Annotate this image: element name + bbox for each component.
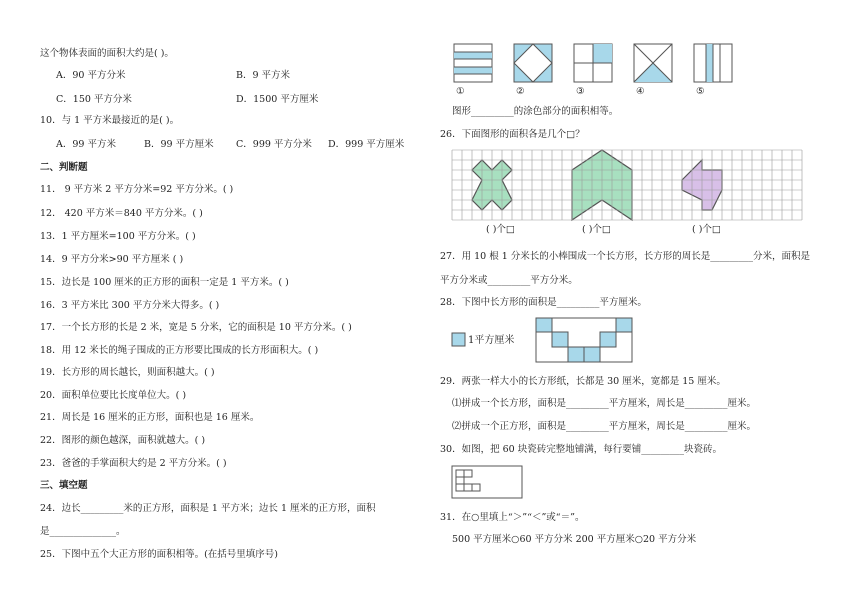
q10-option-c[interactable]: C．999 平方分米 (236, 139, 312, 150)
q31-stem: 31．在○里填上“＞”“＜”或“＝”。 (440, 512, 585, 523)
q30-stem: 30．如图，把 60 块瓷砖完整地铺满，每行要铺_________块瓷砖。 (440, 444, 722, 455)
q29-part2: ⑵拼成一个正方形，面积是_________平方厘米，周长是_________厘米。 (452, 421, 757, 432)
section-judge-heading: 二、判断题 (40, 162, 88, 173)
q26-stem: 26．下面图形的面积各是几个□？ (440, 129, 585, 140)
judge-item-18: 18．用 12 米长的绳子围成的正方形要比围成的长方形面积大。( ) (40, 345, 319, 356)
judge-item-15: 15．边长是 100 厘米的正方形的面积一定是 1 平方米。( ) (40, 277, 289, 288)
square-label-5: ⑤ (696, 86, 705, 97)
square-3 (574, 44, 612, 82)
q29-stem: 29．两张一样大小的长方形纸，长都是 30 厘米，宽都是 15 厘米。 (440, 376, 726, 387)
square-5 (694, 44, 732, 82)
judge-item-17: 17．一个长方形的长是 2 米，宽是 5 分米，它的面积是 10 平方分米。( ) (40, 322, 352, 333)
judge-item-23: 23．爸爸的手掌面积大约是 2 平方分米。( ) (40, 458, 227, 469)
q25-answer-line: 图形_________的涂色部分的面积相等。 (452, 106, 619, 117)
judge-item-14: 14．9 平方分米>90 平方厘米 ( ) (40, 254, 184, 265)
q9-option-c[interactable]: C．150 平方分米 (56, 94, 132, 105)
q25-stem: 25．下图中五个大正方形的面积相等。(在括号里填序号) (40, 549, 279, 560)
q25-squares-figure (452, 42, 752, 102)
square-label-3: ③ (576, 86, 585, 97)
unit-square (452, 333, 465, 346)
q27-line1: 27．用 10 根 1 分米长的小棒围成一个长方形，长方形的周长是_________分米，面积是 (440, 251, 811, 262)
q31-items: 500 平方厘米○60 平方分米 200 平方厘米○20 平方分米 (452, 534, 697, 545)
q10-stem: 10．与 1 平方米最接近的是( )。 (40, 115, 180, 126)
judge-item-22: 22．图形的颜色越深，面积就越大。( ) (40, 435, 206, 446)
square-label-4: ④ (636, 86, 645, 97)
q9-option-d[interactable]: D．1500 平方厘米 (236, 94, 319, 105)
q26-answer-1: ( )个□ (486, 224, 515, 235)
section-fill-heading: 三、填空题 (40, 480, 88, 491)
q9-option-a[interactable]: A．90 平方分米 (56, 70, 126, 81)
judge-item-19: 19．长方形的周长越长，则面积越大。( ) (40, 367, 215, 378)
q30-tile-figure (452, 466, 524, 500)
q24-line2: 是______________。 (40, 526, 126, 537)
judge-item-16: 16．3 平方米比 300 平方分米大得多。( ) (40, 300, 220, 311)
judge-item-20: 20．面积单位要比长度单位大。( ) (40, 390, 187, 401)
q28-stem: 28．下图中长方形的面积是_________平方厘米。 (440, 297, 647, 308)
judge-item-21: 21．周长是 16 厘米的正方形，面积也是 16 厘米。 (40, 412, 260, 423)
q10-option-b[interactable]: B．99 平方厘米 (144, 139, 214, 150)
q10-option-a[interactable]: A．99 平方米 (56, 139, 116, 150)
square-4 (634, 44, 672, 82)
judge-item-12: 12． 420 平方米＝840 平方分米。( ) (40, 208, 203, 219)
judge-item-13: 13．1 平方厘米=100 平方分米。( ) (40, 231, 196, 242)
q10-option-d[interactable]: D．999 平方厘米 (328, 139, 405, 150)
square-label-1: ① (456, 86, 465, 97)
judge-item-11: 11． 9 平方米 2 平方分米=92 平方分米。( ) (40, 184, 234, 195)
q26-grid-figure (452, 150, 812, 222)
square-2 (514, 44, 552, 82)
q24-line1: 24．边长_________米的正方形，面积是 1 平方米；边长 1 厘米的正方形，面积 (40, 503, 376, 514)
q9-option-b[interactable]: B．9 平方米 (236, 70, 291, 81)
q27-line2: 平方分米或_________平方分米。 (440, 275, 578, 286)
q28-unit-label: 1平方厘米 (468, 335, 515, 346)
q26-answer-3: ( )个□ (692, 224, 721, 235)
q26-answer-2: ( )个□ (582, 224, 611, 235)
q29-part1: ⑴拼成一个长方形，面积是_________平方厘米，周长是_________厘米。 (452, 398, 757, 409)
square-1 (454, 44, 492, 82)
q9-stem-tail: 这个物体表面的面积大约是( )。 (40, 48, 174, 59)
square-label-2: ② (516, 86, 525, 97)
